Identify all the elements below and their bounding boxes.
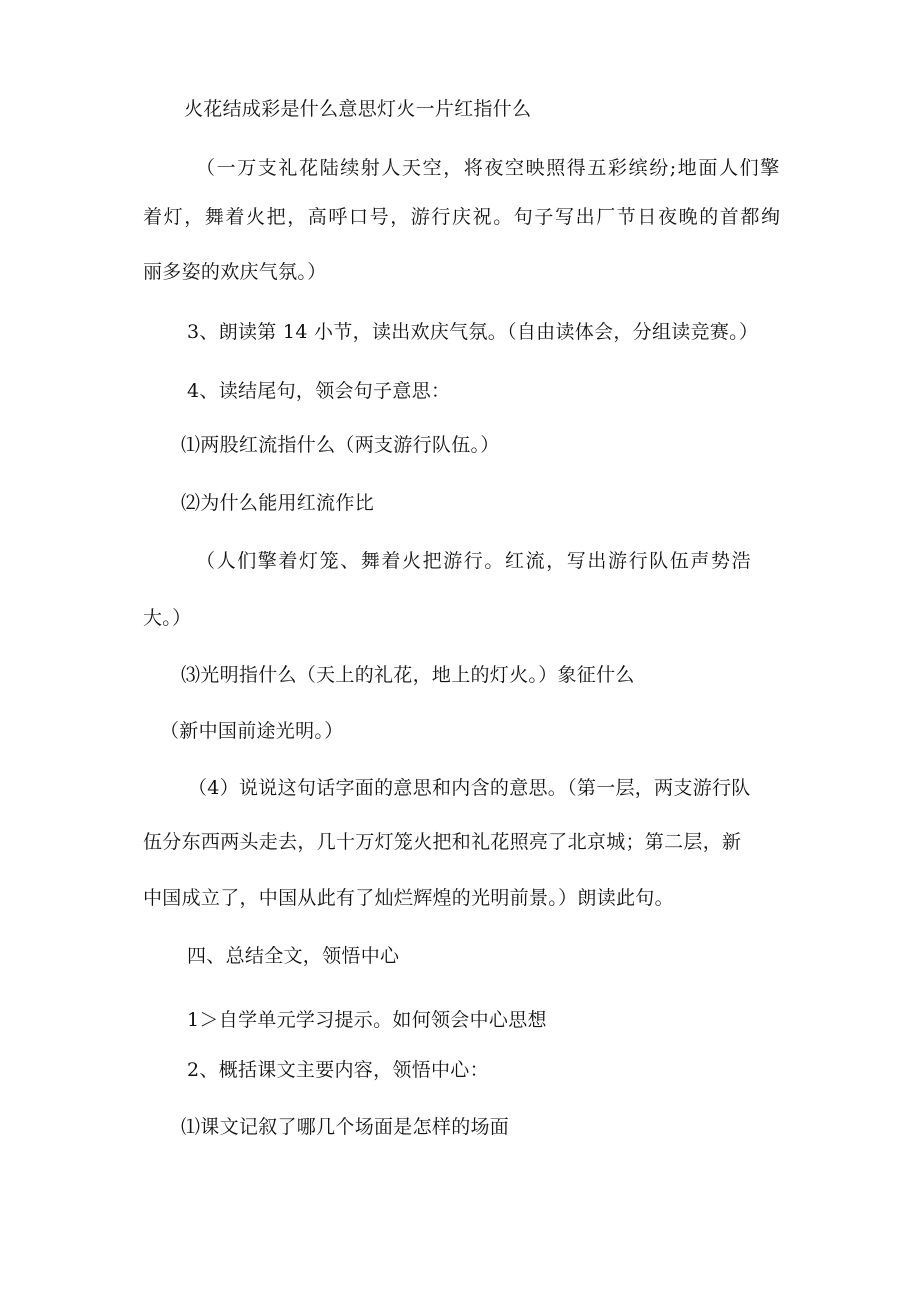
section-4-item-1: 1＞自学单元学习提示。如何领会中心思想 [187,1009,547,1031]
sub-question-1: ⑴两股红流指什么（两支游行队伍。） [181,434,500,456]
question-heading: 火花结成彩是什么意思灯火一片红指什么 [184,98,532,120]
sub-question-2: ⑵为什么能用红流作比 [181,492,375,514]
section-4-heading: 四、总结全文，领悟中心 [187,945,400,967]
sub-question-3: ⑶光明指什么（天上的礼花，地上的灯火。）象征什么 [181,664,635,686]
answer-paragraph-line: 丽多姿的欢庆气氛。） [143,261,327,283]
answer-paragraph-line: 着灯，舞着火把，高呼口号，游行庆祝。句子写出厂节日夜晚的首都绚 [143,206,782,228]
step-4-text: 4、读结尾句，领会句子意思： [187,380,451,402]
sub-question-4-line: （4）说说这句话字面的意思和内含的意思。（第一层，两支游行队 [188,777,751,799]
step-3-text: 3、朗读第 14 小节，读出欢庆气氛。（自由读体会，分组读竞赛。） [187,321,759,343]
sub-question-4-line: 伍分东西两头走去，几十万灯笼火把和礼花照亮了北京城；第二层，新 [143,831,742,853]
sub-question-4-line: 中国成立了，中国从此有了灿烂辉煌的光明前景。）朗读此句。 [143,887,674,909]
answer-paragraph-line: （一万支礼花陆续射人天空，将夜空映照得五彩缤纷;地面人们擎 [196,157,781,179]
section-4-sub-item-1: ⑴课文记叙了哪几个场面是怎样的场面 [181,1116,510,1138]
section-4-item-2: 2、概括课文主要内容，领悟中心： [187,1059,489,1081]
answer-paragraph-line: 大。） [143,607,192,629]
answer-line: （新中国前途光明。） [160,720,344,742]
answer-paragraph-line: （人们擎着灯笼、舞着火把游行。红流，写出游行队伍声势浩 [196,550,753,572]
